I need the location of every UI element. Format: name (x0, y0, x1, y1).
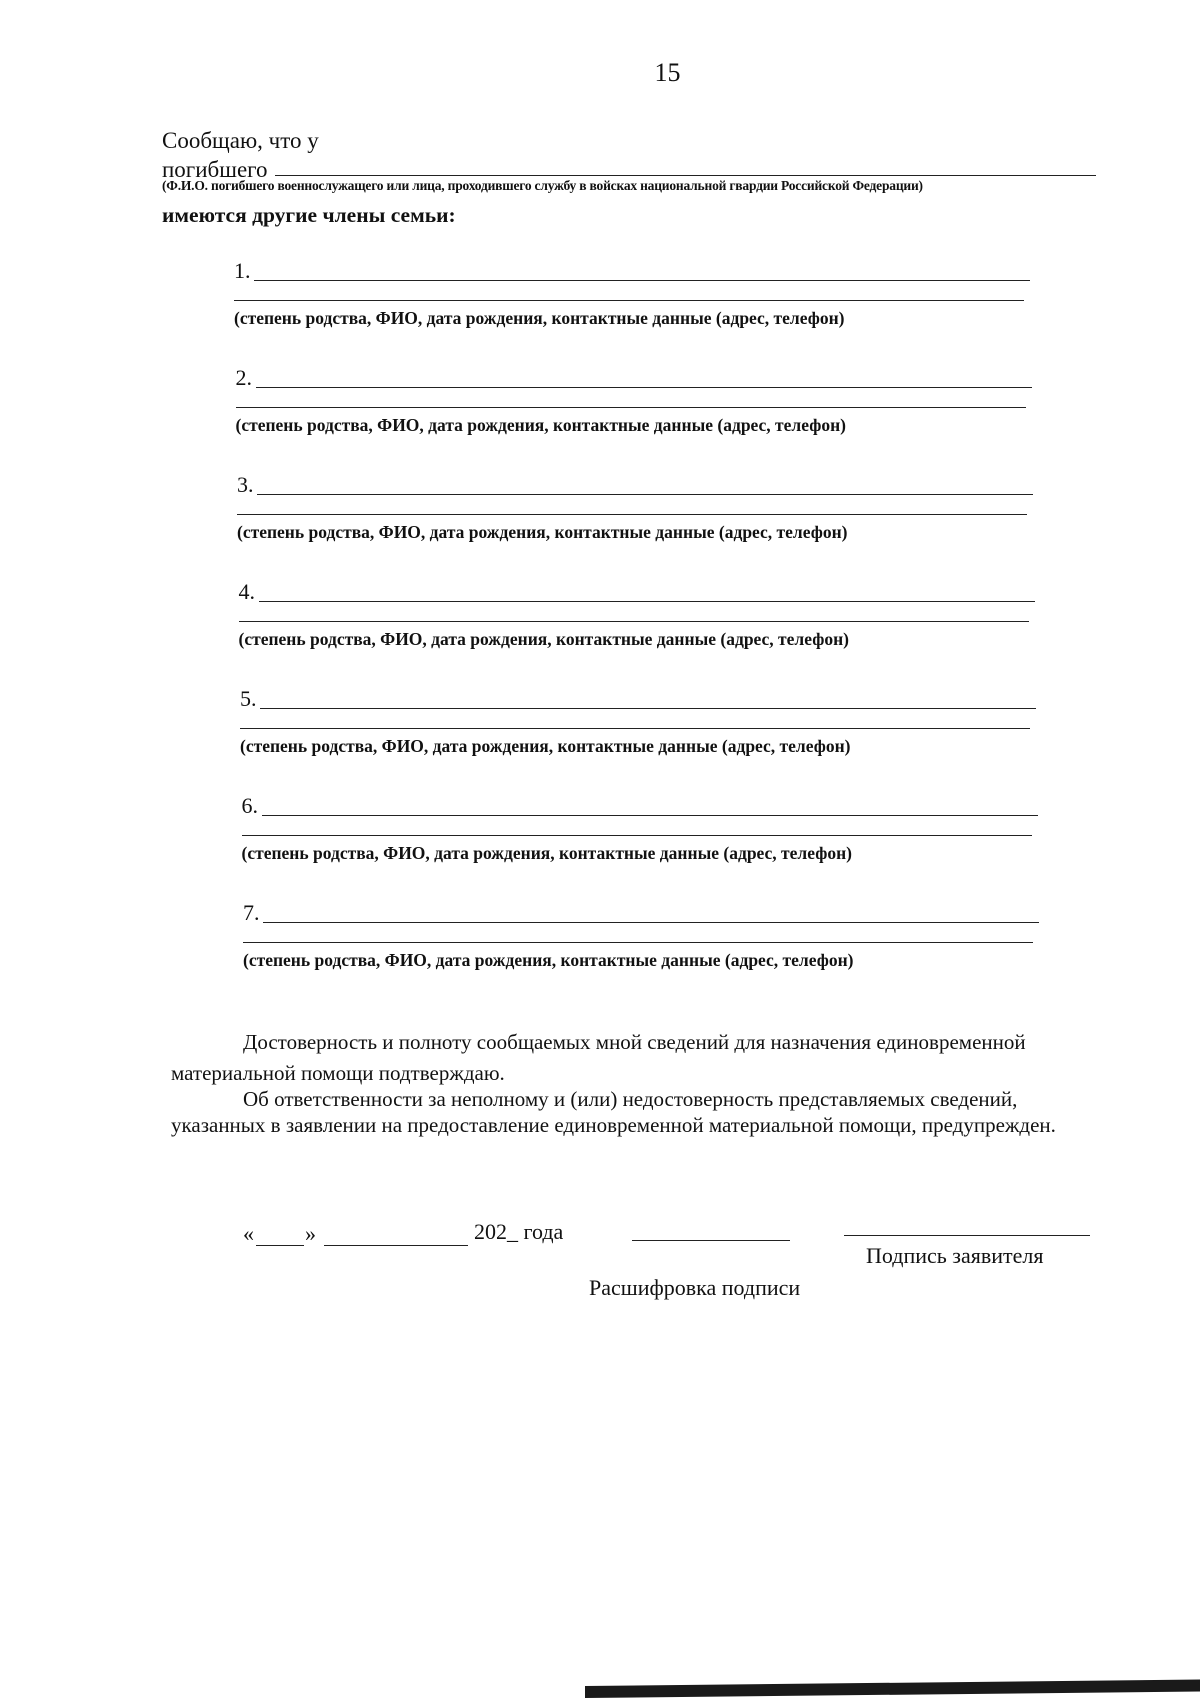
entry-caption: (степень родства, ФИО, дата рождения, контактные данные (адрес, телефон) (240, 736, 851, 756)
confirmation-p1-line2: материальной помощи подтверждаю. (171, 1061, 505, 1085)
entry-input-line-2[interactable] (237, 514, 1027, 515)
intro-line-1: Сообщаю, что у (162, 128, 319, 153)
deceased-name-line[interactable] (275, 175, 1096, 176)
entry-input-line-2[interactable] (239, 621, 1029, 622)
entry-caption: (степень родства, ФИО, дата рождения, контактные данные (адрес, телефон) (234, 308, 845, 328)
confirmation-p2-line2: указанных в заявлении на предоставление единовременной материальной помощи, предупрежден. (171, 1113, 1056, 1137)
signature-decode-label: Расшифровка подписи (589, 1275, 801, 1300)
entry-caption: (степень родства, ФИО, дата рождения, контактные данные (адрес, телефон) (238, 629, 849, 649)
entry-input-line[interactable] (263, 922, 1039, 923)
entry-number: 2. (235, 365, 252, 390)
entry-number: 5. (240, 686, 257, 711)
entry-caption: (степень родства, ФИО, дата рождения, контактные данные (адрес, телефон) (237, 522, 848, 542)
entry-input-line[interactable] (260, 708, 1036, 709)
date-day-line[interactable] (256, 1245, 304, 1246)
entry-input-line[interactable] (259, 601, 1035, 602)
entry-input-line-2[interactable] (240, 728, 1030, 729)
signature-decode-line[interactable] (632, 1240, 790, 1241)
date-quote-open: « (243, 1221, 254, 1246)
entry-number: 7. (243, 900, 260, 925)
entry-number: 4. (238, 579, 255, 604)
entry-number: 3. (237, 472, 254, 497)
entry-caption: (степень родства, ФИО, дата рождения, контактные данные (адрес, телефон) (243, 950, 854, 970)
confirmation-p2-line1: Об ответственности за неполному и (или) недостоверность представляемых сведений, (243, 1087, 1018, 1111)
entry-caption: (степень родства, ФИО, дата рождения, контактные данные (адрес, телефон) (235, 415, 846, 435)
deceased-name-caption: (Ф.И.О. погибшего военнослужащего или лица, проходившего службу в войсках национальной гвардии Российской Федерации) (162, 178, 923, 193)
date-month-line[interactable] (324, 1245, 468, 1246)
entry-input-line-2[interactable] (236, 407, 1026, 408)
entry-number: 6. (241, 793, 258, 818)
entry-number: 1. (234, 258, 251, 283)
confirmation-p1-line1: Достоверность и полноту сообщаемых мной сведений для назначения единовременной (243, 1030, 1026, 1054)
applicant-signature-label: Подпись заявителя (866, 1243, 1044, 1268)
entry-caption: (степень родства, ФИО, дата рождения, контактные данные (адрес, телефон) (241, 843, 852, 863)
entry-input-line[interactable] (262, 815, 1038, 816)
date-quote-close: » (305, 1221, 316, 1246)
intro-line-3: имеются другие члены семьи: (162, 203, 456, 227)
entry-input-line-2[interactable] (242, 835, 1032, 836)
page-number: 15 (654, 58, 681, 87)
entry-input-line[interactable] (257, 494, 1033, 495)
entry-input-line-2[interactable] (234, 300, 1024, 301)
entry-input-line[interactable] (254, 280, 1030, 281)
applicant-signature-line[interactable] (844, 1235, 1090, 1236)
entry-input-line-2[interactable] (243, 942, 1033, 943)
entry-input-line[interactable] (256, 387, 1032, 388)
intro-line-2: погибшего (162, 157, 268, 182)
date-year-text: 202_ года (474, 1219, 564, 1244)
scan-edge-bar (585, 1680, 1200, 1698)
